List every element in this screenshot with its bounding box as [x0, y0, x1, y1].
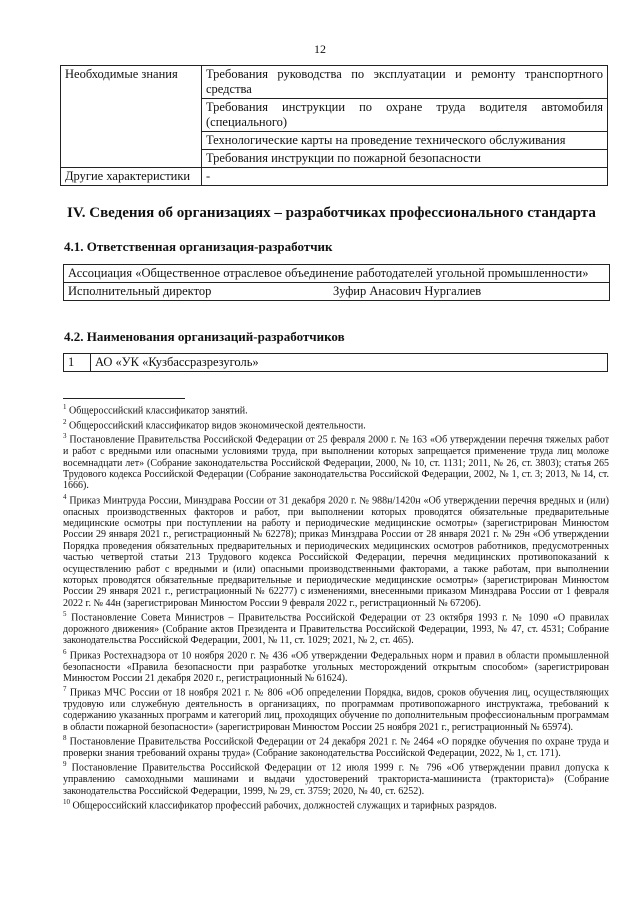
table-row	[64, 354, 608, 372]
responsible-org-box	[63, 264, 610, 301]
knowledge-item: Требования инструкции по охране труда водителя автомобиля (специального)	[202, 99, 608, 132]
table-row	[61, 66, 608, 99]
row-label: Необходимые знания	[61, 66, 202, 168]
developers-table	[63, 353, 608, 372]
developer-name: АО «УК «Кузбассразрезуголь»	[91, 354, 608, 372]
footnote: $^3$ Постановление Правительства Российской Федерации от 25 февраля 2000 г. № 163 «Об утверждении перечня тяжелых работ и работ с вредными или опасными условиями труда, при выполнении которых запрещается применение труда лиц моложе восемнадцати лет» (Собрание законодательства Российской Федерации, 2000, № 10, ст. 1131; 2011, № 26, ст. 3803); статья 265 Трудового кодекса Российской Федерации (Собрание законодательства Российской Федерации, 2002, № 1, ст. 3; 2013, № 14, ст. 1666).	[63, 432, 610, 492]
footnotes	[63, 402, 609, 812]
table-row	[61, 168, 608, 186]
org-name: Ассоциация «Общественное отраслевое объединение работодателей угольной промышленности»	[64, 265, 609, 283]
signatory-name: Зуфир Анасович Нургалиев	[333, 284, 482, 298]
knowledge-table	[60, 65, 608, 186]
footnote: $^9$ Постановление Правительства Российской Федерации от 12 июля 1999 г. № 796 «Об утверждении правил допуска к управлению самоходными машинами и выдачи удостоверений тракториста-машиниста (тракториста)» (Собрание законодательства Российской Федерации, 1999, № 29, ст. 3759; 2020, № 40, ст. 6252).	[63, 760, 609, 797]
knowledge-item: Требования руководства по эксплуатации и ремонту транспортного средства	[202, 66, 608, 99]
footnote: $^6$ Приказ Ростехнадзора от 10 ноября 2020 г. № 436 «Об утверждении Федеральных норм и правил в области промышленной безопасности «Правила безопасности при разработке угольных месторождений открытым способом» (зарегистрирован Минюстом России 21 декабря 2020 г., регистрационный № 61624).	[63, 647, 610, 684]
footnote: $^{10}$ Общероссийский классификатор профессий рабочих, должностей служащих и тарифных разрядов.	[63, 797, 497, 812]
knowledge-item: Требования инструкции по пожарной безопасности	[202, 150, 608, 168]
signatory-position: Исполнительный директор	[68, 284, 212, 298]
footnote: $^1$ Общероссийский классификатор занятий.	[63, 403, 248, 417]
footnote: $^8$ Постановление Правительства Российской Федерации от 24 декабря 2021 г. № 2464 «О порядке обучения по охране труда и проверки знания требований охраны труда» (Собрание законодательства Российской Федерации, 2022, № 1, ст. 171).	[63, 734, 609, 759]
footnote: $^5$ Постановление Совета Министров – Правительства Российской Федерации от 23 октября 1993 г. № 1090 «О правилах дорожного движения» (Собрание актов Президента и Правительства Российской Федерации, 1993, № 47, ст. 4531; Собрание законодательства Российской Федерации, 2001, № 11, ст. 1029; 2021, № 2, ст. 465).	[63, 610, 610, 647]
section-title: IV. Сведения об организациях – разработчиках профессионального стандарта	[67, 205, 596, 221]
developer-number: 1	[64, 354, 91, 372]
footnote-separator	[63, 398, 185, 399]
page-number: 12	[314, 42, 326, 56]
footnote: $^4$ Приказ Минтруда России, Минздрава России от 31 декабря 2020 г. № 988н/1420н «Об утверждении перечня вредных и (или) опасных производственных факторов и работ, при выполнении которых проводятся обязательные предварительные медицинские осмотры при поступлении на работу и периодические медицинские осмотры» (зарегистрирован Минюстом России 29 января 2021 г., регистрационный № 62278); приказ Минздрава России от 28 января 2021 г. № 29н «Об утверждении Порядка проведения обязательных предварительных и периодических медицинских осмотров работников, предусмотренных частью четвертой статьи 213 Трудового кодекса Российской Федерации, перечня медицинских противопоказаний к осуществлению работ с вредными и (или) опасными производственными факторами, а также работам, при выполнении которых проводятся обязательные предварительные и периодические медицинские осмотры» (зарегистрирован Минюстом России 29 января 2021 г., регистрационный № 62277) с изменениями, внесенными приказом Минздрава России от 1 февраля 2022 г. № 44н (зарегистрирован Минюстом России 9 февраля 2022 г., регистрационный № 67206).	[63, 492, 609, 609]
footnote: $^2$ Общероссийский классификатор видов экономической деятельности.	[63, 417, 366, 432]
row-label: Другие характеристики	[61, 168, 202, 186]
footnote: $^7$ Приказ МЧС России от 18 ноября 2021 г. № 806 «Об определении Порядка, видов, сроков обучения лиц, осуществляющих трудовую или служебную деятельность в организациях, по программам противопожарного инструктажа, требований к содержанию указанных программ и категорий лиц, проходящих обучение по дополнительным профессиональным программам в области пожарной безопасности» (зарегистрирован Минюстом России 25 ноября 2021 г., регистрационный № 65974).	[63, 685, 610, 733]
knowledge-item: Технологические карты на проведение технического обслуживания	[202, 132, 608, 150]
org-signatory	[64, 283, 609, 300]
knowledge-item: -	[202, 168, 608, 186]
subsection-title: 4.2. Наименования организаций-разработчиков	[64, 329, 345, 344]
subsection-title: 4.1. Ответственная организация-разработчик	[64, 239, 333, 254]
